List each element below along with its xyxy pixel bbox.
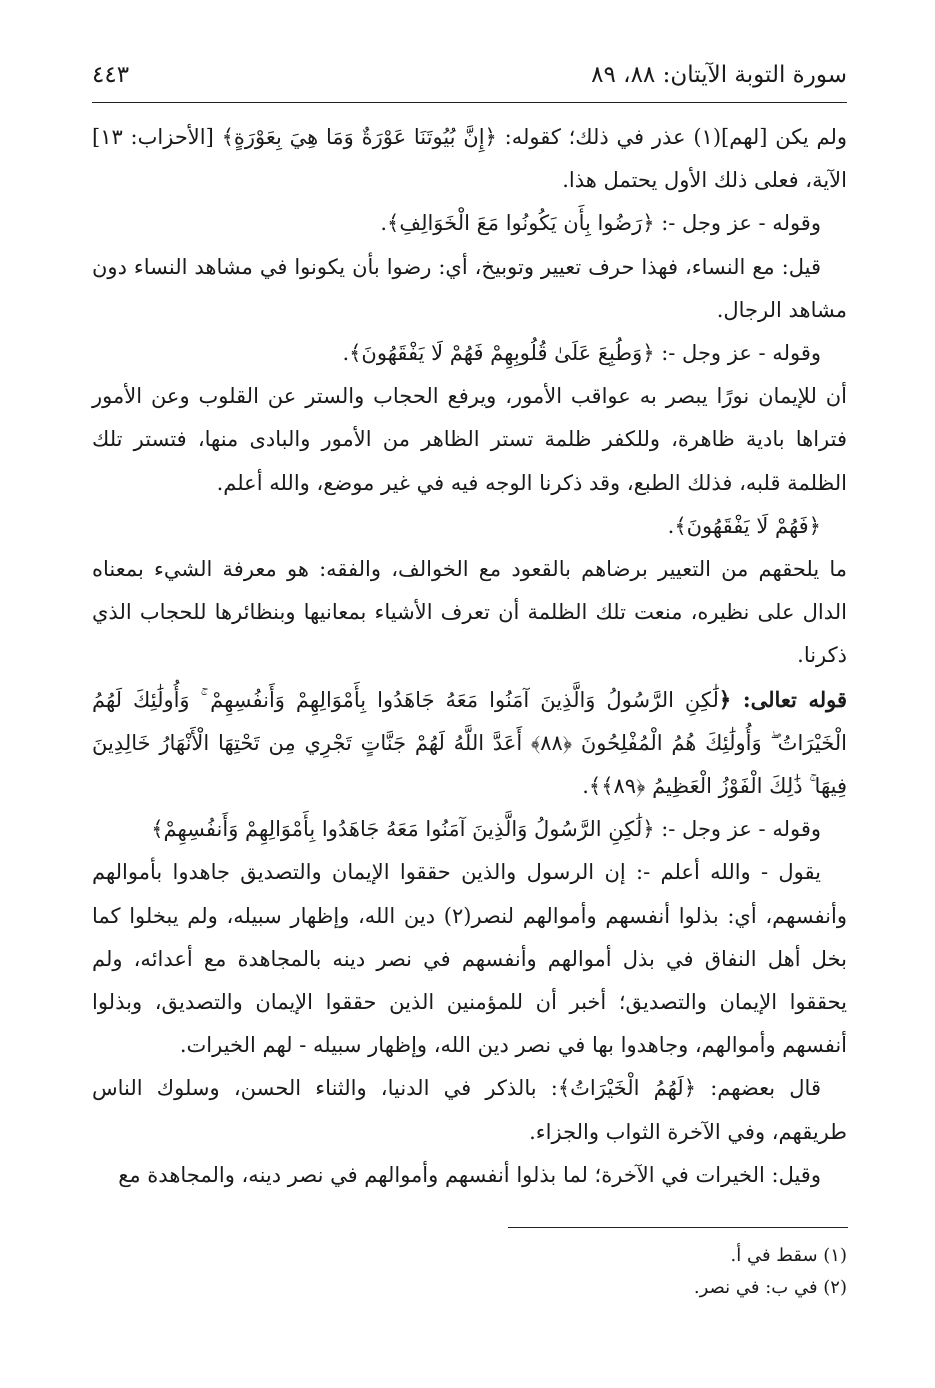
paragraph: ﴿فَهُمْ لَا يَفْقَهُونَ﴾. — [667, 513, 821, 538]
paragraph: وقوله - عز وجل -: ﴿رَضُوا بِأَن يَكُونُوا مَعَ الْخَوَالِفِ﴾. — [380, 211, 821, 236]
page-header — [92, 52, 847, 98]
paragraph: قيل: مع النساء، فهذا حرف تعيير وتوبيخ، أي: رضوا بأن يكونوا في مشاهد النساء دون مشاهد الرجال. — [92, 254, 847, 322]
verse-lead: قوله تعالى: ﴿ — [718, 686, 848, 712]
main-text — [92, 116, 847, 1197]
footnote: (٢) في ب: في نصر. — [693, 1277, 847, 1298]
footnote: (١) سقط في أ. — [730, 1245, 847, 1266]
paragraph: وقوله - عز وجل -: ﴿لَٰكِنِ الرَّسُولُ وَالَّذِينَ آمَنُوا مَعَهُ جَاهَدُوا بِأَمْوَالِهِمْ وَأَنفُسِهِمْ﴾ — [151, 817, 821, 842]
paragraph: يقول - والله أعلم -: إن الرسول والذين حققوا الإيمان والتصديق جاهدوا بأموالهم وأنفسهم، أي: بذلوا أنفسهم وأموالهم لنصر(٢) دين الله، وإظهار سبيله، ولم يبخلوا كما بخل أهل النفاق في بذل أموالهم وأنفسهم في نصر دينه بالمجاهدة مع أعدائه، ولم يحققوا الإيمان والتصديق؛ أخبر أن للمؤمنين الذين حققوا الإيمان والتصديق، وبذلوا أنفسهم وأموالهم، وجاهدوا بها في نصر دين الله، وإظهار سبيله - لهم الخيرات. — [92, 860, 847, 1058]
verse-text: لَٰكِنِ الرَّسُولُ وَالَّذِينَ آمَنُوا مَعَهُ جَاهَدُوا بِأَمْوَالِهِمْ وَأَنفُسِهِمْ ۚ وَأُولَٰئِكَ لَهُمُ الْخَيْرَاتُ ۖ وَأُولَٰئِكَ هُمُ الْمُفْلِحُونَ ﴿٨٨﴾ أَعَدَّ اللَّهُ لَهُمْ جَنَّاتٍ تَجْرِي مِن تَحْتِهَا الْأَنْهَارُ خَالِدِينَ فِيهَا ۚ ذَٰلِكَ الْفَوْزُ الْعَظِيمُ ﴿٨٩﴾ — [92, 687, 847, 799]
paragraph: ما يلحقهم من التعيير برضاهم بالقعود مع الخوالف، والفقه: هو معرفة الشيء بمعناه الدال على نظيره، منعت تلك الظلمة أن تعرف الأشياء بمعانيها وبنظائرها للحجاب الذي ذكرنا. — [92, 557, 847, 668]
footnotes — [92, 1240, 847, 1304]
verse-end: ﴾. — [582, 774, 602, 799]
paragraph: وقيل: الخيرات في الآخرة؛ لما بذلوا أنفسهم وأموالهم في نصر دينه، والمجاهدة مع — [118, 1162, 821, 1187]
paragraph: قال بعضهم: ﴿لَهُمُ الْخَيْرَاتُ﴾: بالذكر في الدنيا، والثناء الحسن، وسلوك الناس طريقهم، وفي الآخرة الثواب والجزاء. — [92, 1076, 847, 1144]
verse-heading — [92, 678, 847, 809]
paragraph: أن للإيمان نورًا يبصر به عواقب الأمور، ويرفع الحجاب والستر عن القلوب وعن الأمور فتراها بادية ظاهرة، وللكفر ظلمة تستر الظاهر من الأمور والبادى منها، فتستر تلك الظلمة قلبه، فذلك الطبع، وقد ذكرنا الوجه فيه في غير موضع، والله أعلم. — [92, 384, 847, 495]
page-number: ٤٤٣ — [92, 62, 130, 88]
paragraph: وقوله - عز وجل -: ﴿وَطُبِعَ عَلَىٰ قُلُوبِهِمْ فَهُمْ لَا يَفْقَهُونَ﴾. — [342, 341, 821, 366]
paragraph: ولم يكن [لهم](١) عذر في ذلك؛ كقوله: ﴿إِنَّ بُيُوتَنَا عَوْرَةٌ وَمَا هِيَ بِعَوْرَةٍ﴾ [الأحزاب: ١٣] الآية، فعلى ذلك الأول يحتمل هذا. — [92, 125, 847, 193]
running-title: سورة التوبة الآيتان: ٨٨، ٨٩ — [591, 62, 847, 88]
header-divider — [92, 102, 847, 103]
footnote-divider — [508, 1227, 848, 1228]
